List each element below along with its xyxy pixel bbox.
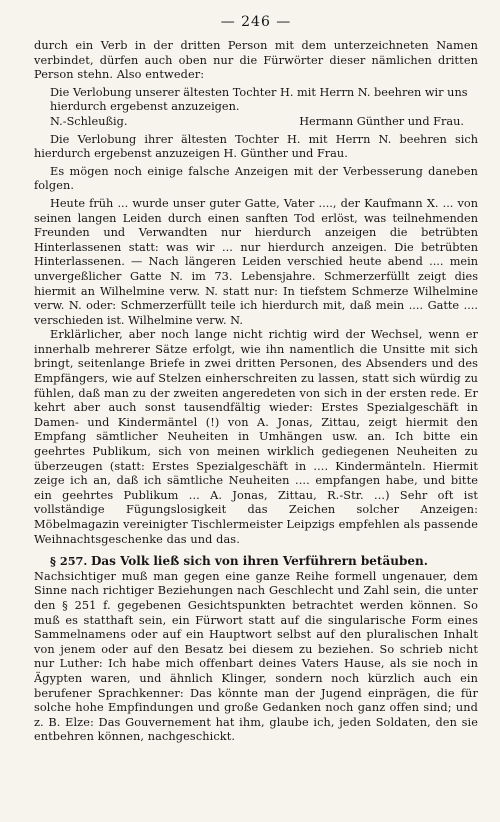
page-number: — 246 — (220, 14, 292, 30)
example-1-text: Die Verlobung unserer ältesten Tochter H. mit Herrn N. beehren wir uns hierdurch ergebenst anzuzeigen. (50, 85, 468, 114)
paragraph-intro: durch ein Verb in der dritten Person mit dem unterzeichneten Namen verbindet, dürfen auch oben nur die Fürwörter dieser nämlichen dritten Person stehn. Also entweder: (34, 39, 478, 82)
section-257-body: Nachsichtiger muß man gegen eine ganze Reihe formell ungenauer, dem Sinne nach richtiger Beziehungen nach Geschlecht und Zahl sein, die unter den § 251 f. gegebenen Gesichtspunkten betrachtet werden können. So muß es statthaft sein, ein Fürwort statt auf die singularische Form eines Sammelnamens oder auf ein Hauptwort selbst auf den pluralischen Inhalt von jenem oder auf den Besatz bei diesem zu beziehen. So schrieb nicht nur Luther: Ich habe mich offenbart deines Vaters Hause, als sie noch in Ägypten waren, und ähnlich Klinger, sondern noch kürzlich auch ein berufener Sprachkenner: Das könnte man der Jugend einprägen, die für solche hohe Empfindungen und große Gedanken noch ganz offen sind; und z. B. Elze: Das Gouvernement hat ihm, glaube ich, jeden Soldaten, den sie entbehren können, nachgeschickt. (34, 569, 478, 744)
example-announcement-1 (34, 86, 478, 130)
paragraph-letter-style: Erklärlicher, aber noch lange nicht richtig wird der Wechsel, wenn er innerhalb mehrerer Sätze erfolgt, wie ihn namentlich die Unsitte mit sich bringt, seitenlange Briefe in zwei dritten Personen, des Absenders und des Empfängers, wie auf Stelzen einherschreiten zu lassen, statt sich würdig zu fühlen, daß man zu der zweiten angeredeten von sich in der ersten rede. Er kehrt aber auch sonst tausendfältig wieder: Erstes Spezialgeschäft in Damen- und Kindermäntel (!) von A. Jonas, Zittau, zeigt hiermit den Empfang sämtlicher Neuheiten in Umhängen usw. an. Ich bitte ein geehrtes Publikum, sich von meinen wirklich gediegenen Neuheiten zu überzeugen (statt: Erstes Spezialgeschäft in .... Kindermänteln. Hiermit zeige ich an, daß ich sämtliche Neuheiten .... empfangen habe, und bitte ein geehrtes Publikum ... A. Jonas, Zittau, R.-Str. ...) Sehr oft ist vollständige Fügungslosigkeit das Zeichen solcher Anzeigen: Möbelmagazin vereinigter Tischlermeister Leipzigs empfehlen als passende Weihnachtsgeschenke das und das. (34, 328, 478, 546)
section-257-heading (34, 554, 478, 570)
section-number: § 257. (50, 554, 88, 569)
example-1-signer: Hermann Günther und Frau. (299, 114, 464, 128)
paragraph-death-notices: Heute früh ... wurde unser guter Gatte, Vater ...., der Kaufmann X. ... von seinen langen Leiden durch einen sanften Tod erlöst, was teilnehmenden Freunden und Verwandten nur hierdurch anzeigen die betrübten Hinterlassenen statt: was wir ... nur hierdurch anzeigen. Die betrübten Hinterlassenen. — Nach längeren Leiden verschied heute abend .... mein unvergeßlicher Gatte N. im 73. Lebensjahre. Schmerzerfüllt zeigt dies hiermit an Wilhelmine verw. N. statt nur: In tiefstem Schmerze Wilhelmine verw. N. oder: Schmerzerfüllt teile ich hierdurch mit, daß mein .... Gatte .... verschieden ist. Wilhelmine verw. N. (34, 196, 478, 327)
section-title: Das Volk ließ sich von ihren Verführern betäuben. (90, 554, 428, 569)
example-announcement-2: Die Verlobung ihrer ältesten Tochter H. mit Herrn N. beehren sich hierdurch ergebenst anzuzeigen H. Günther und Frau. (34, 132, 478, 161)
example-1-place: N.-Schleußig. (50, 114, 128, 128)
example-1-signature (34, 115, 478, 130)
paragraph-false-notices: Es mögen noch einige falsche Anzeigen mit der Verbesserung daneben folgen. (34, 164, 478, 193)
